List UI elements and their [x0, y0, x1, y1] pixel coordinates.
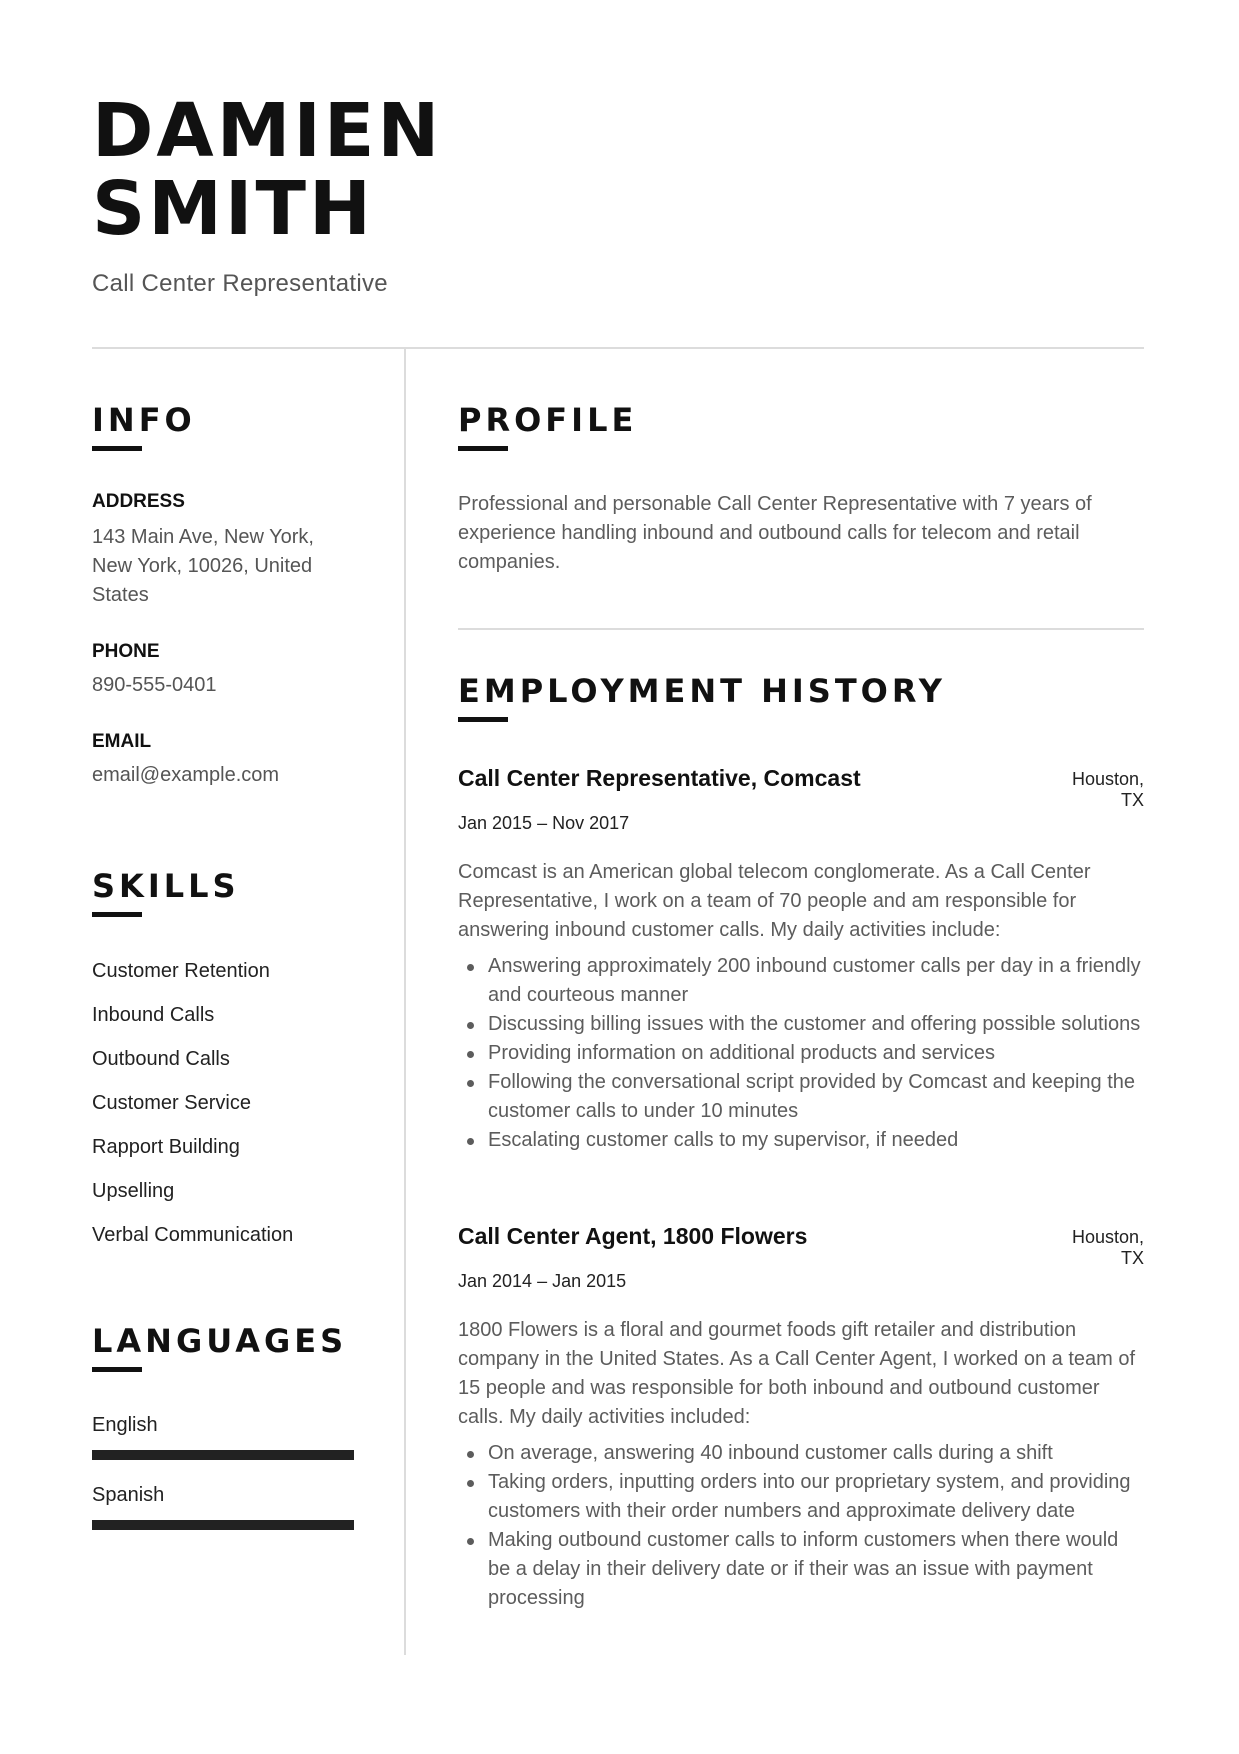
language-level-fill: [92, 1520, 354, 1530]
job-location-state: TX: [1120, 790, 1144, 810]
job-location: [1034, 769, 1144, 811]
job-dates: Jan 2014 – Jan 2015: [458, 1271, 627, 1291]
address-value: 143 Main Ave, New York, New York, 10026, United States: [92, 526, 314, 606]
list-item: On average, answering 40 inbound customer calls during a shift: [458, 1439, 1144, 1468]
profile-heading: PROFILE: [458, 401, 638, 439]
list-item: Answering approximately 200 inbound customer calls per day in a friendly and courteous manner: [458, 952, 1144, 1010]
list-item: Taking orders, inputting orders into our proprietary system, and providing customers with their order numbers and approximate delivery date: [458, 1468, 1144, 1526]
skill-item: Rapport Building: [92, 1136, 240, 1158]
job-location-city: Houston,: [1071, 769, 1144, 789]
job-dates: Jan 2015 – Nov 2017: [458, 813, 630, 833]
job-description: Comcast is an American global telecom conglomerate. As a Call Center Representative, I work on a team of 70 people and am responsible for answering inbound customer calls. My daily activities include:: [458, 861, 1091, 941]
skills-heading: SKILLS: [92, 867, 240, 905]
candidate-title: Call Center Representative: [92, 270, 388, 297]
info-heading-underline: [92, 446, 142, 451]
skill-item: Customer Retention: [92, 960, 270, 982]
profile-heading-underline: [458, 446, 508, 451]
phone-label: PHONE: [92, 641, 160, 662]
employment-heading-underline: [458, 717, 508, 722]
skill-item: Verbal Communication: [92, 1224, 294, 1246]
list-item: Making outbound customer calls to inform customers when there would be a delay in their delivery date or if their was an issue with payment processing: [458, 1526, 1144, 1613]
language-level-fill: [92, 1450, 354, 1460]
job-title: Call Center Agent, 1800 Flowers: [458, 1223, 808, 1249]
list-item: Discussing billing issues with the customer and offering possible solutions: [458, 1010, 1144, 1039]
skill-item: Customer Service: [92, 1092, 251, 1114]
info-section: [92, 400, 196, 451]
languages-section: [92, 1321, 347, 1372]
skills-section: [92, 866, 240, 917]
languages-heading: LANGUAGES: [92, 1322, 348, 1360]
list-item: Providing information on additional products and services: [458, 1039, 1144, 1068]
first-name: DAMIEN: [92, 88, 443, 174]
languages-heading-underline: [92, 1367, 142, 1372]
column-divider: [404, 349, 406, 1655]
email-label: EMAIL: [92, 731, 152, 752]
skill-item: Outbound Calls: [92, 1048, 230, 1070]
job-duties-list: [458, 952, 1144, 1155]
list-item: Following the conversational script provided by Comcast and keeping the customer calls to under 10 minutes: [458, 1068, 1144, 1126]
job-location-state: TX: [1120, 1248, 1144, 1268]
job-title: Call Center Representative, Comcast: [458, 765, 861, 791]
language-name: Spanish: [92, 1484, 165, 1506]
employment-section: [458, 671, 946, 722]
phone-value: 890-555-0401: [92, 674, 217, 696]
language-level-bar: [92, 1520, 354, 1530]
header-divider: [92, 347, 1144, 349]
address-label: ADDRESS: [92, 491, 185, 512]
list-item: Escalating customer calls to my supervisor, if needed: [458, 1126, 1144, 1155]
last-name: SMITH: [92, 166, 374, 252]
profile-divider: [458, 628, 1144, 630]
employment-heading: EMPLOYMENT HISTORY: [458, 672, 946, 710]
language-level-bar: [92, 1450, 354, 1460]
candidate-name: [92, 88, 443, 252]
skills-heading-underline: [92, 912, 142, 917]
info-heading: INFO: [92, 401, 196, 439]
email-value: email@example.com: [92, 764, 280, 786]
profile-text: Professional and personable Call Center Representative with 7 years of experience handling inbound and outbound calls for telecom and retail companies.: [458, 493, 1092, 573]
skill-item: Upselling: [92, 1180, 175, 1202]
job-location-city: Houston,: [1071, 1227, 1144, 1247]
job-duties-list: [458, 1439, 1144, 1613]
language-name: English: [92, 1414, 158, 1436]
job-location: [1034, 1227, 1144, 1269]
skill-item: Inbound Calls: [92, 1004, 215, 1026]
job-description: 1800 Flowers is a floral and gourmet foods gift retailer and distribution company in the United States. As a Call Center Agent, I worked on a team of 15 people and was responsible for both inbound and outbound customer calls. My daily activities included:: [458, 1319, 1136, 1428]
profile-section: [458, 400, 637, 451]
